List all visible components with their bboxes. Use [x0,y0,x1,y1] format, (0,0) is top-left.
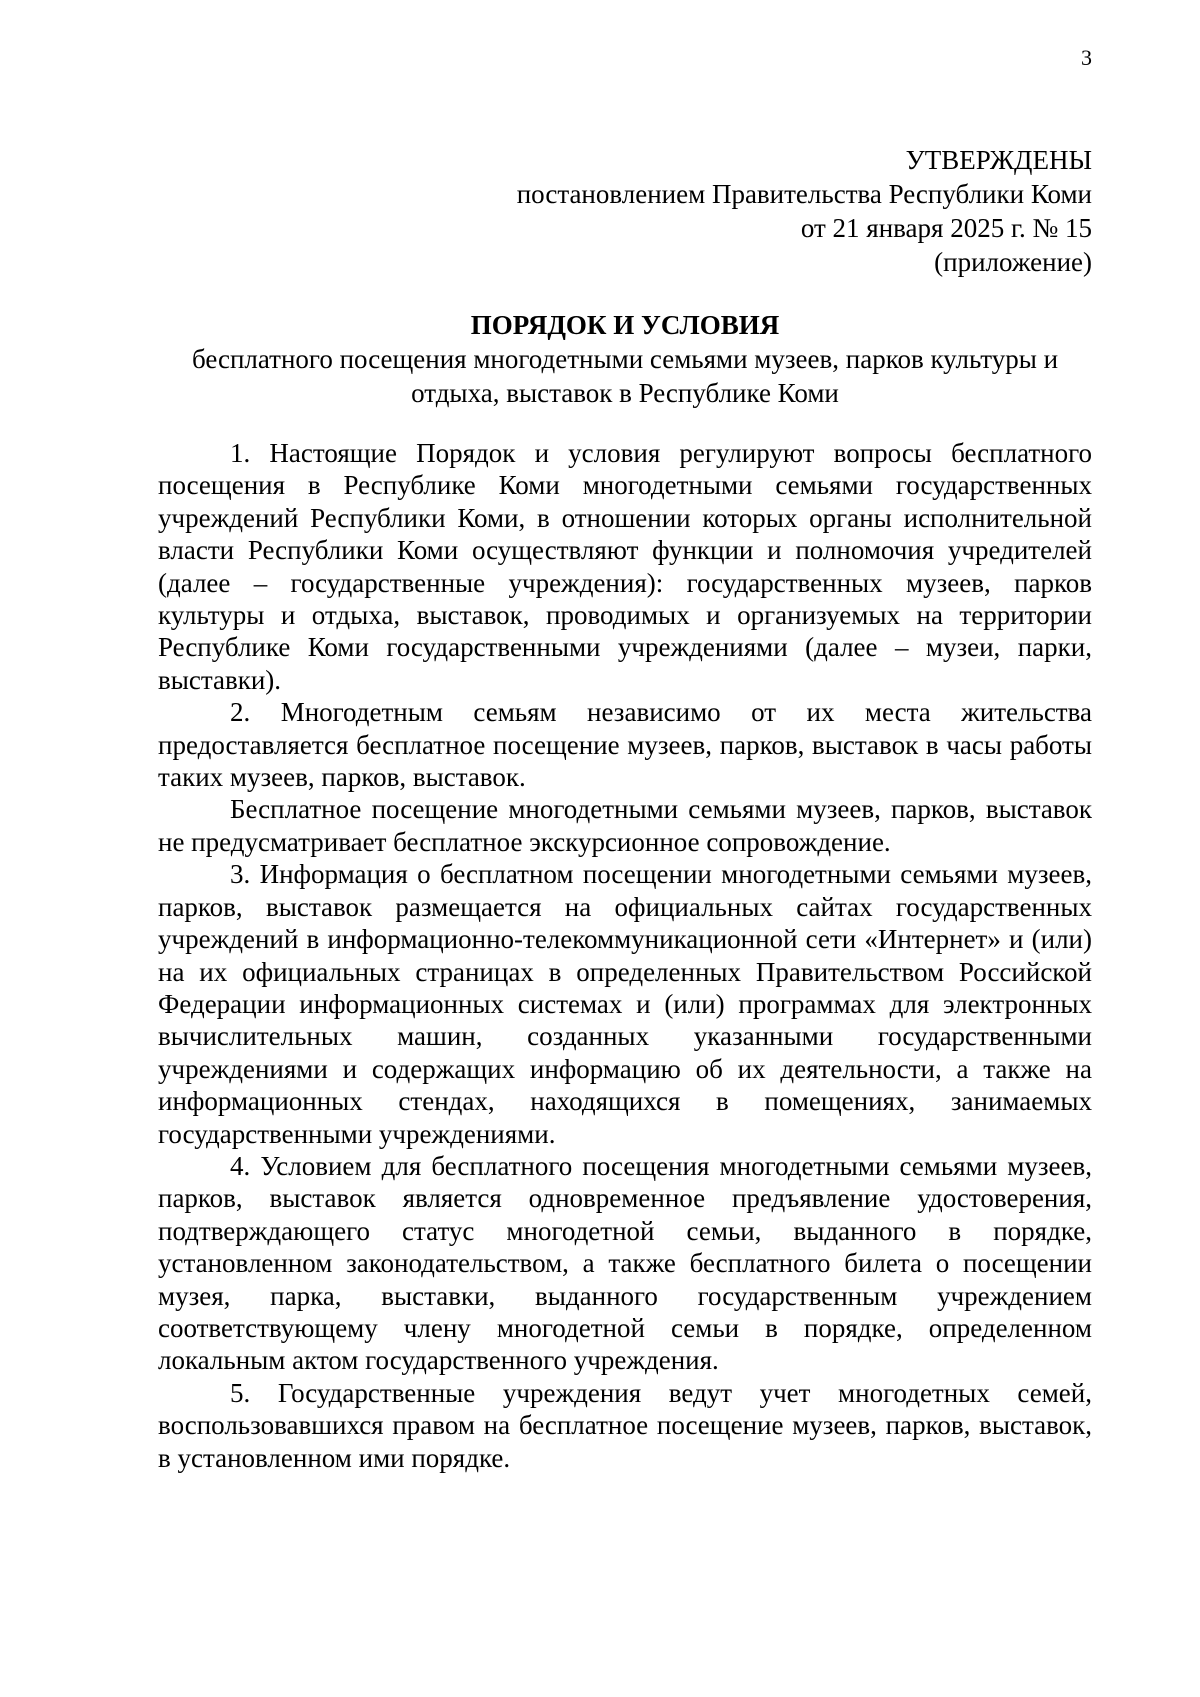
approval-issuer: постановлением Правительства Республики Коми [516,179,1092,209]
document-body [158,437,1092,1474]
document-title: ПОРЯДОК И УСЛОВИЯ [470,310,780,340]
document-title-block [158,308,1092,410]
paragraph-3: 3. Информация о бесплатном посещении многодетными семьями музеев, парков, выставок размещается на официальных сайтах государственных учреждений в информационно-телекоммуникационной сети «Интернет» и (или) на их официальных страницах в определенных Правительством Российской Федерации информационных системах и (или) программах для электронных вычислительных машин, созданных указанными государственными учреждениями и содержащих информацию об их деятельности, а также на информационных стендах, находящихся в помещениях, занимаемых государственными учреждениями. [158,859,1092,1149]
page-number: 3 [1081,45,1092,70]
approval-stamp-block [392,143,1092,279]
document-subtitle-line-2: отдыха, выставок в Республике Коми [411,378,839,408]
paragraph-1: 1. Настоящие Порядок и условия регулируют вопросы бесплатного посещения в Республике Коми многодетными семьями государственных учреждений Республики Коми, в отношении которых органы исполнительной власти Республики Коми осуществляют функции и полномочия учредителей (далее – государственные учреждения): государственных музеев, парков культуры и отдыха, выставок, проводимых и организуемых на территории Республике Коми государственными учреждениями (далее – музеи, парки, выставки). [158,438,1092,695]
paragraph-5: 5. Государственные учреждения ведут учет многодетных семей, воспользовавшихся правом на бесплатное посещение музеев, парков, выставок, в установленном ими порядке. [158,1377,1092,1473]
approval-appendix-note: (приложение) [934,247,1092,277]
approval-date-number: от 21 января 2025 г. № 15 [800,213,1092,243]
paragraph-4: 4. Условием для бесплатного посещения многодетными семьями музеев, парков, выставок является одновременное предъявление удостоверения, подтверждающего статус многодетной семьи, выданного в порядке, установленном законодательством, а также бесплатного билета о посещении музея, парка, выставки, выданного государственным учреждением соответствующему члену многодетной семьи в порядке, определенном локальным актом государственного учреждения. [158,1150,1092,1376]
paragraph-2-continuation: Бесплатное посещение многодетными семьями музеев, парков, выставок не предусматривает бесплатное экскурсионное сопровождение. [158,794,1092,857]
document-subtitle-line-1: бесплатного посещения многодетными семьями музеев, парков культуры и [191,344,1059,374]
approval-heading: УТВЕРЖДЕНЫ [905,145,1092,175]
paragraph-2: 2. Многодетным семьям независимо от их места жительства предоставляется бесплатное посещение музеев, парков, выставок в часы работы таких музеев, парков, выставок. [158,697,1092,793]
